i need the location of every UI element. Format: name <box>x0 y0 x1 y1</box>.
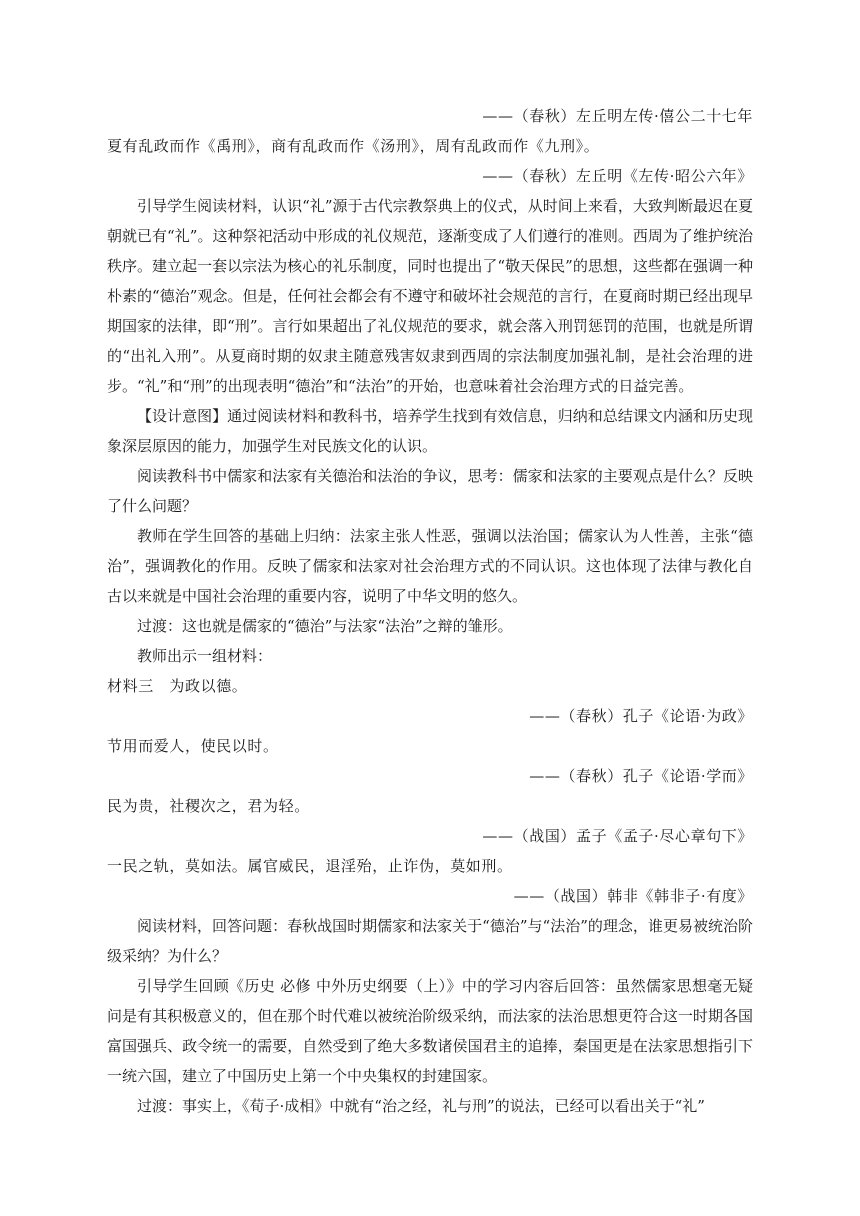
body-paragraph: 阅读材料，回答问题：春秋战国时期儒家和法家关于“德治”与“法治”的理念，谁更易被统治阶级采纳？为什么？ <box>107 917 753 965</box>
quoted-material: 节用而爱人，使民以时。 <box>107 737 279 755</box>
quoted-material: 材料三 为政以德。 <box>107 677 248 695</box>
citation-source: ——（战国）韩非《韩非子·有度》 <box>513 887 753 905</box>
body-paragraph: 教师在学生回答的基础上归纳：法家主张人性恶，强调以法治国；儒家认为人性善，主张“德治”，强调教化的作用。反映了儒家和法家对社会治理方式的不同认识。这也体现了法律与教化自古以来就是中国社会治理的重要内容，说明了中华文明的悠久。 <box>107 527 753 605</box>
body-paragraph: 引导学生阅读材料，认识“礼”源于古代宗教祭典上的仪式，从时间上来看，大致判断最迟在夏朝就已有“礼”。这种祭祀活动中形成的礼仪规范，逐渐变成了人们遵行的准则。西周为了维护统治秩序。建立起一套以宗法为核心的礼乐制度，同时也提出了“敬天保民”的思想，这些都在强调一种朴素的“德治”观念。但是，任何社会都会有不遵守和破坏社会规范的言行，在夏商时期已经出现早期国家的法律，即“刑”。言行如果超出了礼仪规范的要求，就会落入刑罚惩罚的范围，也就是所谓的“出礼入刑”。从夏商时期的奴隶主随意残害奴隶到西周的宗法制度加强礼制，是社会治理的进步。“礼”和“刑”的出现表明“德治”和“法治”的开始，也意味着社会治理方式的日益完善。 <box>107 197 753 395</box>
citation-source: ——（战国）孟子《孟子·尽心章句下》 <box>482 827 753 845</box>
citation-source: ——（春秋）左丘明《左传·昭公六年》 <box>482 167 753 185</box>
citation-source: ——（春秋）孔子《论语·学而》 <box>529 767 753 785</box>
body-paragraph: 教师出示一组材料： <box>137 647 273 665</box>
quoted-material: 一民之轨，莫如法。属官威民，退淫殆，止诈伪，莫如刑。 <box>107 857 513 875</box>
transition-paragraph: 过渡：事实上，《荀子·成相》中就有“治之经，礼与刑”的说法，已经可以看出关于“礼” <box>137 1097 705 1115</box>
body-paragraph: 阅读教科书中儒家和法家有关德治和法治的争议，思考：儒家和法家的主要观点是什么？反映了什么问题？ <box>107 467 753 515</box>
transition-paragraph: 过渡：这也就是儒家的“德治”与法家“法治”之辩的雏形。 <box>137 617 513 635</box>
design-intent-paragraph: 【设计意图】通过阅读材料和教科书，培养学生找到有效信息，归纳和总结课文内涵和历史现象深层原因的能力，加强学生对民族文化的认识。 <box>107 407 753 455</box>
quoted-material: 民为贵，社稷次之，君为轻。 <box>107 797 310 815</box>
citation-source: ——（春秋）孔子《论语·为政》 <box>529 707 753 725</box>
citation-source: ——（春秋）左丘明左传·僖公二十七年 <box>482 107 753 125</box>
quoted-material: 夏有乱政而作《禹刑》，商有乱政而作《汤刑》，周有乱政而作《九刑》。 <box>107 137 600 155</box>
document-page <box>107 101 753 1121</box>
body-paragraph: 引导学生回顾《历史 必修 中外历史纲要（上）》中的学习内容后回答：虽然儒家思想毫无疑问是有其积极意义的，但在那个时代难以被统治阶级采纳，而法家的法治思想更符合这一时期各国富国强兵、政令统一的需要，自然受到了绝大多数诸侯国君主的追捧，秦国更是在法家思想指引下一统六国，建立了中国历史上第一个中央集权的封建国家。 <box>107 977 753 1085</box>
